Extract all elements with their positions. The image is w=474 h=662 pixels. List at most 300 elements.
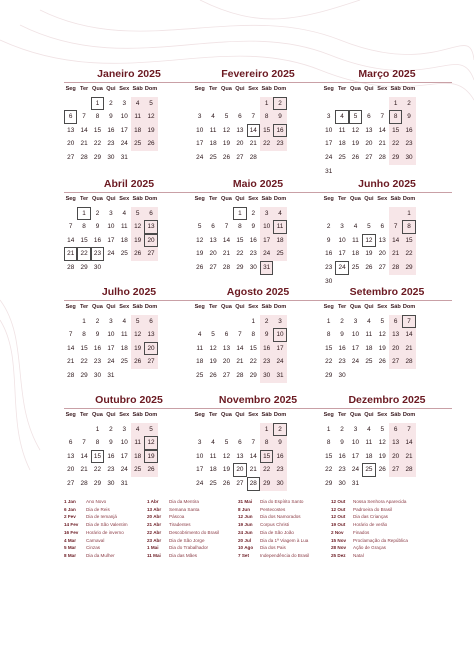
day-cell: 22 <box>249 358 257 366</box>
holiday-date: 13 Abr <box>147 506 162 512</box>
holiday-date: 2 Fev <box>64 514 76 520</box>
day-cell: 13 <box>209 236 217 244</box>
day-cell: 21 <box>402 450 415 464</box>
day-cell: 3 <box>353 317 358 325</box>
day-cell: 16 <box>107 126 115 134</box>
day-cell: 27 <box>389 463 402 477</box>
empty-cell <box>247 97 260 111</box>
day-cell: 17 <box>351 452 360 460</box>
day-cell: 3 <box>109 209 113 217</box>
holiday-name: Tiradentes <box>169 522 191 528</box>
day-cell: 16 <box>249 236 257 244</box>
day-cell: 19 <box>222 140 231 148</box>
empty-cell <box>362 97 375 111</box>
holiday-date: 4 Mar <box>64 537 77 543</box>
empty-cell <box>220 207 233 221</box>
weekday-header: Qua <box>92 196 103 202</box>
day-cell: 6 <box>68 439 73 447</box>
day-cell: 19 <box>209 358 217 366</box>
holiday-list-item <box>64 552 159 560</box>
weekday-header: Qua <box>221 196 232 202</box>
day-cell: 26 <box>365 263 373 271</box>
weekday-header: Sáb <box>390 304 401 310</box>
day-cell: 27 <box>222 371 231 379</box>
weekday-header: Seg <box>194 196 205 202</box>
day-cell: 29 <box>325 479 333 487</box>
day-cell: 3 <box>122 99 127 107</box>
holiday-list-item <box>238 552 333 560</box>
day-cell: 26 <box>378 466 386 474</box>
weekday-header: Ter <box>79 304 89 310</box>
day-cell: 6 <box>144 207 157 221</box>
holiday-name: Dia do Trabalhador <box>169 545 209 551</box>
day-cell: 7 <box>68 223 73 231</box>
day-cell: 10 <box>260 220 273 234</box>
weekday-header: Seg <box>323 304 334 310</box>
day-cell: 20 <box>222 358 231 366</box>
day-cell: 1 <box>326 425 331 433</box>
weekday-header: Dom <box>273 86 287 92</box>
day-cell: 13 <box>67 452 75 460</box>
day-cell: 1 <box>402 207 415 221</box>
day-cell: 17 <box>351 344 360 352</box>
day-cell: 20 <box>67 140 75 148</box>
day-cell: 25 <box>338 153 346 161</box>
weekday-header: Seg <box>65 196 76 202</box>
day-cell: 25 <box>131 463 144 477</box>
weekday-header: Seg <box>65 412 76 418</box>
weekday-header: Qui <box>364 304 374 310</box>
day-cell: 30 <box>107 153 115 161</box>
day-cell: 30 <box>93 371 102 379</box>
day-cell: 23 <box>260 355 273 369</box>
day-cell: 12 <box>378 331 386 339</box>
day-cell: 9 <box>273 110 286 124</box>
empty-cell <box>220 97 233 111</box>
month-grid <box>322 82 452 178</box>
holiday-date: 15 Nov <box>331 537 347 543</box>
holiday-day-cell: 13 <box>144 220 157 234</box>
holiday-list-item <box>238 521 333 529</box>
holiday-name: Dia dos Pais <box>260 545 286 551</box>
holiday-name: Páscoa <box>169 514 185 520</box>
day-cell: 28 <box>80 479 88 487</box>
weekday-header: Qua <box>92 86 103 92</box>
day-cell: 23 <box>273 463 286 477</box>
weekday-header: Sáb <box>390 196 401 202</box>
holiday-date: 14 Fev <box>64 522 79 528</box>
day-cell: 12 <box>378 439 386 447</box>
day-cell: 5 <box>380 317 385 325</box>
holiday-date: 5 Mar <box>64 545 77 551</box>
day-cell: 18 <box>209 140 217 148</box>
day-cell: 13 <box>67 126 75 134</box>
day-cell: 16 <box>325 250 333 258</box>
day-cell: 16 <box>93 344 102 352</box>
day-cell: 5 <box>131 315 144 329</box>
day-cell: 20 <box>389 342 402 356</box>
weekday-header: Sex <box>377 412 388 418</box>
day-cell: 24 <box>351 358 360 366</box>
day-cell: 23 <box>338 466 346 474</box>
holiday-day-cell: 1 <box>91 97 104 111</box>
weekday-header: Sex <box>248 86 259 92</box>
holiday-day-cell: 20 <box>144 234 157 248</box>
day-cell: 11 <box>352 236 359 244</box>
day-cell: 22 <box>389 137 402 151</box>
day-cell: 1 <box>260 97 273 111</box>
day-cell: 24 <box>325 153 333 161</box>
holiday-date: 2 Nov <box>331 529 344 535</box>
holiday-name: Finados <box>353 529 370 535</box>
day-cell: 5 <box>144 97 157 111</box>
weekday-header: Ter <box>208 196 218 202</box>
day-cell: 25 <box>196 371 204 379</box>
weekday-header: Sex <box>119 412 130 418</box>
day-cell: 7 <box>238 331 242 339</box>
day-cell: 3 <box>326 113 331 121</box>
holiday-day-cell: 15 <box>91 450 104 464</box>
holiday-day-cell: 1 <box>77 207 90 221</box>
empty-cell <box>193 315 206 329</box>
empty-cell <box>322 97 335 111</box>
day-cell: 16 <box>260 342 273 356</box>
day-cell: 20 <box>365 140 373 148</box>
day-cell: 8 <box>260 110 273 124</box>
weekday-header: Qua <box>350 196 361 202</box>
month-calendar <box>322 392 452 491</box>
day-cell: 30 <box>93 263 102 271</box>
holiday-name: Dia dos Namorados <box>260 514 301 520</box>
day-cell: 15 <box>325 344 333 352</box>
holiday-day-cell: 2 <box>273 423 286 437</box>
day-cell: 1 <box>326 317 331 325</box>
day-cell: 27 <box>236 479 244 487</box>
weekday-header: Qui <box>235 412 245 418</box>
empty-cell <box>64 315 77 329</box>
weekday-header: Sáb <box>132 196 143 202</box>
month-grid <box>64 82 194 165</box>
day-cell: 18 <box>131 450 144 464</box>
holiday-list-item <box>64 544 159 552</box>
day-cell: 27 <box>389 355 402 369</box>
day-cell: 11 <box>131 436 144 450</box>
empty-cell <box>322 207 335 221</box>
holiday-name: Horário de verão <box>353 522 388 528</box>
holiday-list-item <box>64 537 159 545</box>
day-cell: 2 <box>251 209 256 217</box>
holiday-name: Semana Santa <box>169 506 200 512</box>
day-cell: 4 <box>131 423 144 437</box>
day-cell: 24 <box>120 466 128 474</box>
holiday-list-item <box>331 544 426 552</box>
day-cell: 5 <box>224 113 229 121</box>
day-cell: 20 <box>378 250 386 258</box>
day-cell: 27 <box>67 153 75 161</box>
day-cell: 18 <box>365 452 373 460</box>
month-calendar <box>193 66 323 165</box>
weekday-header: Sáb <box>390 86 401 92</box>
weekday-header: Ter <box>337 304 347 310</box>
weekday-header: Qui <box>235 86 245 92</box>
month-title: Maio 2025 <box>232 178 284 190</box>
day-cell: 11 <box>120 223 128 231</box>
day-cell: 3 <box>197 113 202 121</box>
holiday-day-cell: 12 <box>144 436 157 450</box>
day-cell: 1 <box>82 317 86 325</box>
day-cell: 14 <box>389 234 402 248</box>
empty-cell <box>362 207 375 221</box>
empty-cell <box>349 97 362 111</box>
day-cell: 4 <box>273 207 286 221</box>
day-cell: 13 <box>222 344 231 352</box>
day-cell: 15 <box>236 236 244 244</box>
day-cell: 22 <box>93 140 102 148</box>
empty-cell <box>233 315 246 329</box>
holiday-list-item <box>331 552 426 560</box>
weekday-header: Ter <box>208 86 218 92</box>
weekday-header: Seg <box>65 86 76 92</box>
day-cell: 21 <box>67 358 75 366</box>
day-cell: 25 <box>131 137 144 151</box>
holiday-date: 1 Mai <box>147 545 159 551</box>
holiday-list-item <box>238 513 333 521</box>
day-cell: 26 <box>131 355 144 369</box>
holiday-name: Ação de Graças <box>353 545 386 551</box>
day-cell: 22 <box>236 250 244 258</box>
weekday-header: Sáb <box>132 412 143 418</box>
weekday-header: Qui <box>235 304 245 310</box>
empty-cell <box>64 97 77 111</box>
day-cell: 17 <box>120 452 128 460</box>
day-cell: 26 <box>144 463 157 477</box>
day-cell: 24 <box>107 250 115 258</box>
day-cell: 10 <box>196 452 204 460</box>
holiday-name: Dia de São Jorge <box>169 537 205 543</box>
weekday-header: Qui <box>106 304 116 310</box>
day-cell: 9 <box>95 223 100 231</box>
day-cell: 9 <box>402 110 415 124</box>
day-cell: 8 <box>82 331 86 339</box>
day-cell: 21 <box>389 247 402 261</box>
day-cell: 26 <box>378 358 386 366</box>
holiday-list-item <box>238 544 333 552</box>
empty-cell <box>193 207 206 221</box>
day-cell: 1 <box>389 97 402 111</box>
day-cell: 26 <box>131 247 144 261</box>
day-cell: 24 <box>120 140 128 148</box>
day-cell: 10 <box>351 331 360 339</box>
holiday-name: Dia das Crianças <box>353 514 388 520</box>
month-grid <box>322 192 452 288</box>
day-cell: 27 <box>378 263 386 271</box>
holiday-list-item <box>147 513 242 521</box>
day-cell: 11 <box>365 439 373 447</box>
holiday-date: 22 Abr <box>147 529 162 535</box>
holiday-list-item <box>147 521 242 529</box>
day-cell: 24 <box>260 247 273 261</box>
holiday-date: 16 Fev <box>64 529 79 535</box>
day-cell: 26 <box>144 137 157 151</box>
holiday-day-cell: 20 <box>144 342 157 356</box>
day-cell: 26 <box>222 153 231 161</box>
day-cell: 30 <box>325 277 333 285</box>
holiday-day-cell: 10 <box>273 328 286 342</box>
day-cell: 3 <box>260 207 273 221</box>
holiday-day-cell: 28 <box>247 477 260 491</box>
holiday-date: 12 Jun <box>238 514 253 520</box>
day-cell: 18 <box>351 250 360 258</box>
day-cell: 3 <box>197 439 202 447</box>
day-cell: 20 <box>67 466 75 474</box>
holiday-list-item <box>64 513 159 521</box>
day-cell: 5 <box>197 223 202 231</box>
day-cell: 18 <box>209 466 217 474</box>
weekday-header: Ter <box>79 196 89 202</box>
holiday-day-cell: 15 <box>260 450 273 464</box>
weekday-header: Qui <box>364 86 374 92</box>
weekday-header: Sex <box>377 86 388 92</box>
holiday-day-cell: 19 <box>144 450 157 464</box>
day-cell: 25 <box>351 263 360 271</box>
holiday-date: 24 Jun <box>238 529 253 535</box>
day-cell: 25 <box>365 358 373 366</box>
holiday-day-cell: 12 <box>362 234 375 248</box>
holiday-name: Nossa Senhora Aparecida <box>353 499 407 504</box>
holiday-list-item <box>147 544 242 552</box>
day-cell: 22 <box>93 466 102 474</box>
holiday-date: 19 Out <box>331 522 346 528</box>
day-cell: 24 <box>351 466 360 474</box>
day-cell: 10 <box>196 126 204 134</box>
weekday-header: Seg <box>323 196 334 202</box>
empty-cell <box>233 97 246 111</box>
month-grid <box>64 408 194 491</box>
day-cell: 14 <box>80 126 88 134</box>
day-cell: 7 <box>389 220 402 234</box>
weekday-header: Ter <box>208 412 218 418</box>
holiday-list-item <box>147 529 242 537</box>
holiday-day-cell: 8 <box>402 220 415 234</box>
day-cell: 22 <box>325 466 333 474</box>
weekday-header: Sex <box>119 196 130 202</box>
day-cell: 30 <box>338 371 346 379</box>
weekday-header: Qua <box>221 412 232 418</box>
empty-cell <box>64 207 77 221</box>
day-cell: 29 <box>80 263 88 271</box>
day-cell: 3 <box>340 223 344 231</box>
holiday-name: Horário de inverno <box>86 529 124 535</box>
weekday-header: Sáb <box>261 304 272 310</box>
weekday-header: Qui <box>364 196 374 202</box>
day-cell: 28 <box>236 371 244 379</box>
holiday-list-item <box>331 498 426 506</box>
month-grid <box>193 300 323 383</box>
day-cell: 19 <box>365 250 373 258</box>
day-cell: 28 <box>389 261 402 275</box>
holiday-list-item <box>64 498 159 506</box>
empty-cell <box>206 423 219 437</box>
day-cell: 19 <box>131 234 144 248</box>
holiday-list-column <box>64 498 159 560</box>
day-cell: 15 <box>389 124 402 138</box>
day-cell: 15 <box>80 236 88 244</box>
weekday-header: Qui <box>106 86 116 92</box>
day-cell: 7 <box>82 113 86 121</box>
day-cell: 25 <box>273 247 286 261</box>
month-grid <box>322 408 452 491</box>
holiday-date: 1 Jan <box>64 499 76 504</box>
day-cell: 21 <box>222 250 231 258</box>
day-cell: 9 <box>326 236 331 244</box>
day-cell: 28 <box>67 371 75 379</box>
day-cell: 24 <box>196 479 204 487</box>
day-cell: 6 <box>380 223 385 231</box>
day-cell: 21 <box>236 358 244 366</box>
day-cell: 23 <box>107 466 115 474</box>
day-cell: 27 <box>144 247 157 261</box>
day-cell: 19 <box>351 140 360 148</box>
weekday-header: Qua <box>350 304 361 310</box>
day-cell: 12 <box>196 236 204 244</box>
day-cell: 29 <box>93 479 102 487</box>
weekday-header: Dom <box>144 412 158 418</box>
day-cell: 22 <box>80 358 88 366</box>
holiday-day-cell: 23 <box>91 247 104 261</box>
holiday-list-item <box>331 521 426 529</box>
day-cell: 4 <box>131 97 144 111</box>
holiday-name: Descobrimento do Brasil <box>169 529 220 535</box>
weekday-header: Sex <box>248 196 259 202</box>
day-cell: 8 <box>82 223 86 231</box>
holiday-name: Proclamação da República <box>353 537 408 543</box>
empty-cell <box>233 423 246 437</box>
day-cell: 13 <box>378 236 386 244</box>
day-cell: 12 <box>222 126 231 134</box>
day-cell: 13 <box>236 126 244 134</box>
day-cell: 19 <box>144 124 157 138</box>
month-calendar <box>64 392 194 491</box>
weekday-header: Qua <box>92 412 103 418</box>
day-cell: 10 <box>120 113 128 121</box>
day-cell: 2 <box>340 425 344 433</box>
day-cell: 28 <box>402 355 415 369</box>
empty-cell <box>193 423 206 437</box>
day-cell: 11 <box>209 126 217 134</box>
weekday-header: Dom <box>402 196 416 202</box>
day-cell: 13 <box>389 436 402 450</box>
day-cell: 23 <box>273 137 286 151</box>
month-grid <box>193 82 323 165</box>
day-cell: 15 <box>260 124 273 138</box>
holiday-date: 25 Dez <box>331 552 346 558</box>
day-cell: 27 <box>209 263 217 271</box>
month-calendar <box>64 284 194 383</box>
holiday-date: 6 Jan <box>64 506 76 512</box>
day-cell: 10 <box>338 236 346 244</box>
day-cell: 8 <box>260 436 273 450</box>
holiday-day-cell: 24 <box>335 261 348 275</box>
day-cell: 20 <box>209 250 217 258</box>
month-title: Fevereiro 2025 <box>221 68 295 80</box>
empty-cell <box>389 207 402 221</box>
day-cell: 4 <box>367 425 371 433</box>
day-cell: 5 <box>380 425 385 433</box>
day-cell: 25 <box>120 358 128 366</box>
empty-cell <box>77 423 90 437</box>
day-cell: 24 <box>273 355 286 369</box>
day-cell: 23 <box>93 358 102 366</box>
